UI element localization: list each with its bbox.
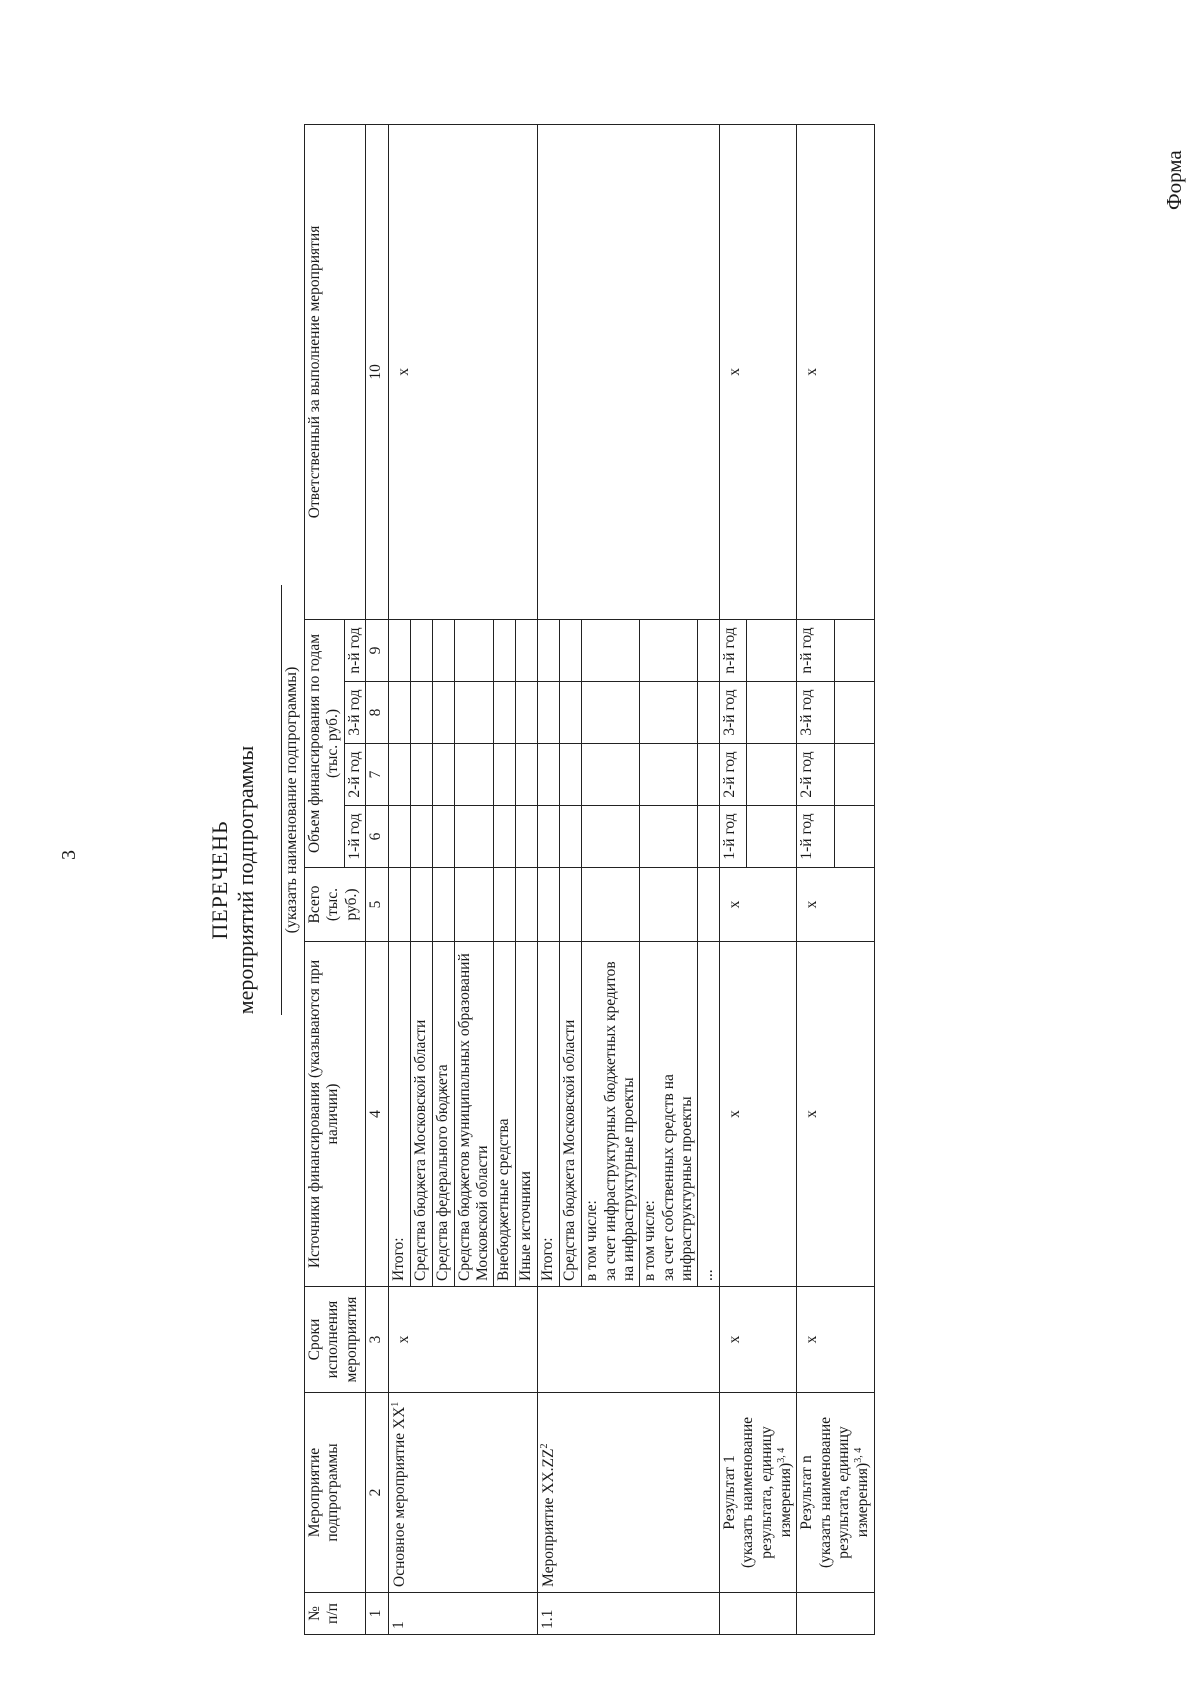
header-total: Всего (тыс. руб.) [305, 868, 366, 942]
resultn-year-1: 1-й год [797, 806, 834, 868]
title-line1: ПЕРЕЧЕНЬ [207, 820, 232, 940]
result1-year-1: 1-й год [720, 806, 747, 868]
resultn-sources: x [797, 942, 874, 1287]
page-number: 3 [58, 850, 80, 860]
colnum-10: 10 [365, 124, 388, 619]
resultn-terms: x [797, 1287, 874, 1393]
source-cell: Средства бюджета Московской области [560, 942, 582, 1287]
header-year-3: 3-й год [344, 682, 365, 744]
resultn-year-3: 3-й год [797, 682, 834, 744]
result1-cell: Результат 1 (указать наименование результата, единицу измерения)$^{3, 4}$ [720, 1393, 797, 1593]
table-row [720, 124, 747, 1634]
source-cell: Средства бюджета Московской области [410, 942, 432, 1287]
header-measure: Мероприятие подпрограммы [305, 1393, 366, 1593]
result1-year-n: n-й год [720, 619, 747, 681]
measures-table [304, 124, 875, 1635]
header-years-group: Объем финансирования по годам (тыс. руб.) [305, 619, 345, 867]
table-row [388, 124, 410, 1634]
colnum-9: 9 [365, 619, 388, 681]
header-terms: Сроки исполнения мероприятия [305, 1287, 366, 1393]
form-label: Форма [1162, 150, 1186, 210]
row1-terms: x [388, 1287, 538, 1393]
title-line2: мероприятий подпрограммы [233, 745, 258, 1015]
colnum-8: 8 [365, 682, 388, 744]
colnum-1: 1 [365, 1593, 388, 1635]
colnum-7: 7 [365, 744, 388, 806]
source-cell: Итого: [388, 942, 410, 1287]
colnum-4: 4 [365, 942, 388, 1287]
source-cell: в том числе: за счет собственных средств на инфраструктурные проекты [640, 942, 698, 1287]
source-cell: Итого: [538, 942, 560, 1287]
result1-total: x [720, 868, 797, 942]
table-row [797, 124, 834, 1634]
rotated-page [207, 105, 1187, 1655]
resultn-year-n: n-й год [797, 619, 834, 681]
source-cell: Средства бюджетов муниципальных образований Московской области [454, 942, 494, 1287]
source-cell: в том числе: за счет инфраструктурных бюджетных кредитов на инфраструктурные проекты [582, 942, 640, 1287]
colnum-2: 2 [365, 1393, 388, 1593]
header-responsible: Ответственный за выполнение мероприятия [305, 124, 366, 619]
result1-year-3: 3-й год [720, 682, 747, 744]
header-row-1 [305, 124, 345, 1634]
source-cell: Средства федерального бюджета [432, 942, 454, 1287]
resultn-total: x [797, 868, 874, 942]
row11-responsible [538, 124, 720, 619]
resultn-responsible: x [797, 124, 874, 619]
source-cell: Внебюджетные средства [494, 942, 516, 1287]
colnum-3: 3 [365, 1287, 388, 1393]
row11-terms [538, 1287, 720, 1393]
header-year-2: 2-й год [344, 744, 365, 806]
row11-name: Мероприятие $XX.ZZ^2$ [538, 1393, 720, 1593]
result1-responsible: x [720, 124, 797, 619]
row1-name: Основное мероприятие $XX^1$ [388, 1393, 538, 1593]
colnum-5: 5 [365, 868, 388, 942]
header-num: № п/п [305, 1593, 366, 1635]
row11-num: 1.1 [538, 1593, 720, 1635]
table-row [538, 124, 560, 1634]
column-numbers-row [365, 124, 388, 1634]
row1-responsible: x [388, 124, 538, 619]
header-year-n: n-й год [344, 619, 365, 681]
result1-year-2: 2-й год [720, 744, 747, 806]
row1-num: 1 [388, 1593, 538, 1635]
resultn-cell: Результат n (указать наименование результата, единицу измерения)$^{3, 4}$ [797, 1393, 874, 1593]
resultn-year-2: 2-й год [797, 744, 834, 806]
source-cell: Иные источники [516, 942, 538, 1287]
result1-sources: x [720, 942, 797, 1287]
source-cell: ... [698, 942, 720, 1287]
colnum-6: 6 [365, 806, 388, 868]
header-sources: Источники финансирования (указываются при наличии) [305, 942, 366, 1287]
header-year-1: 1-й год [344, 806, 365, 868]
result1-terms: x [720, 1287, 797, 1393]
title-note: (указать наименование подпрограммы) [281, 585, 301, 1015]
